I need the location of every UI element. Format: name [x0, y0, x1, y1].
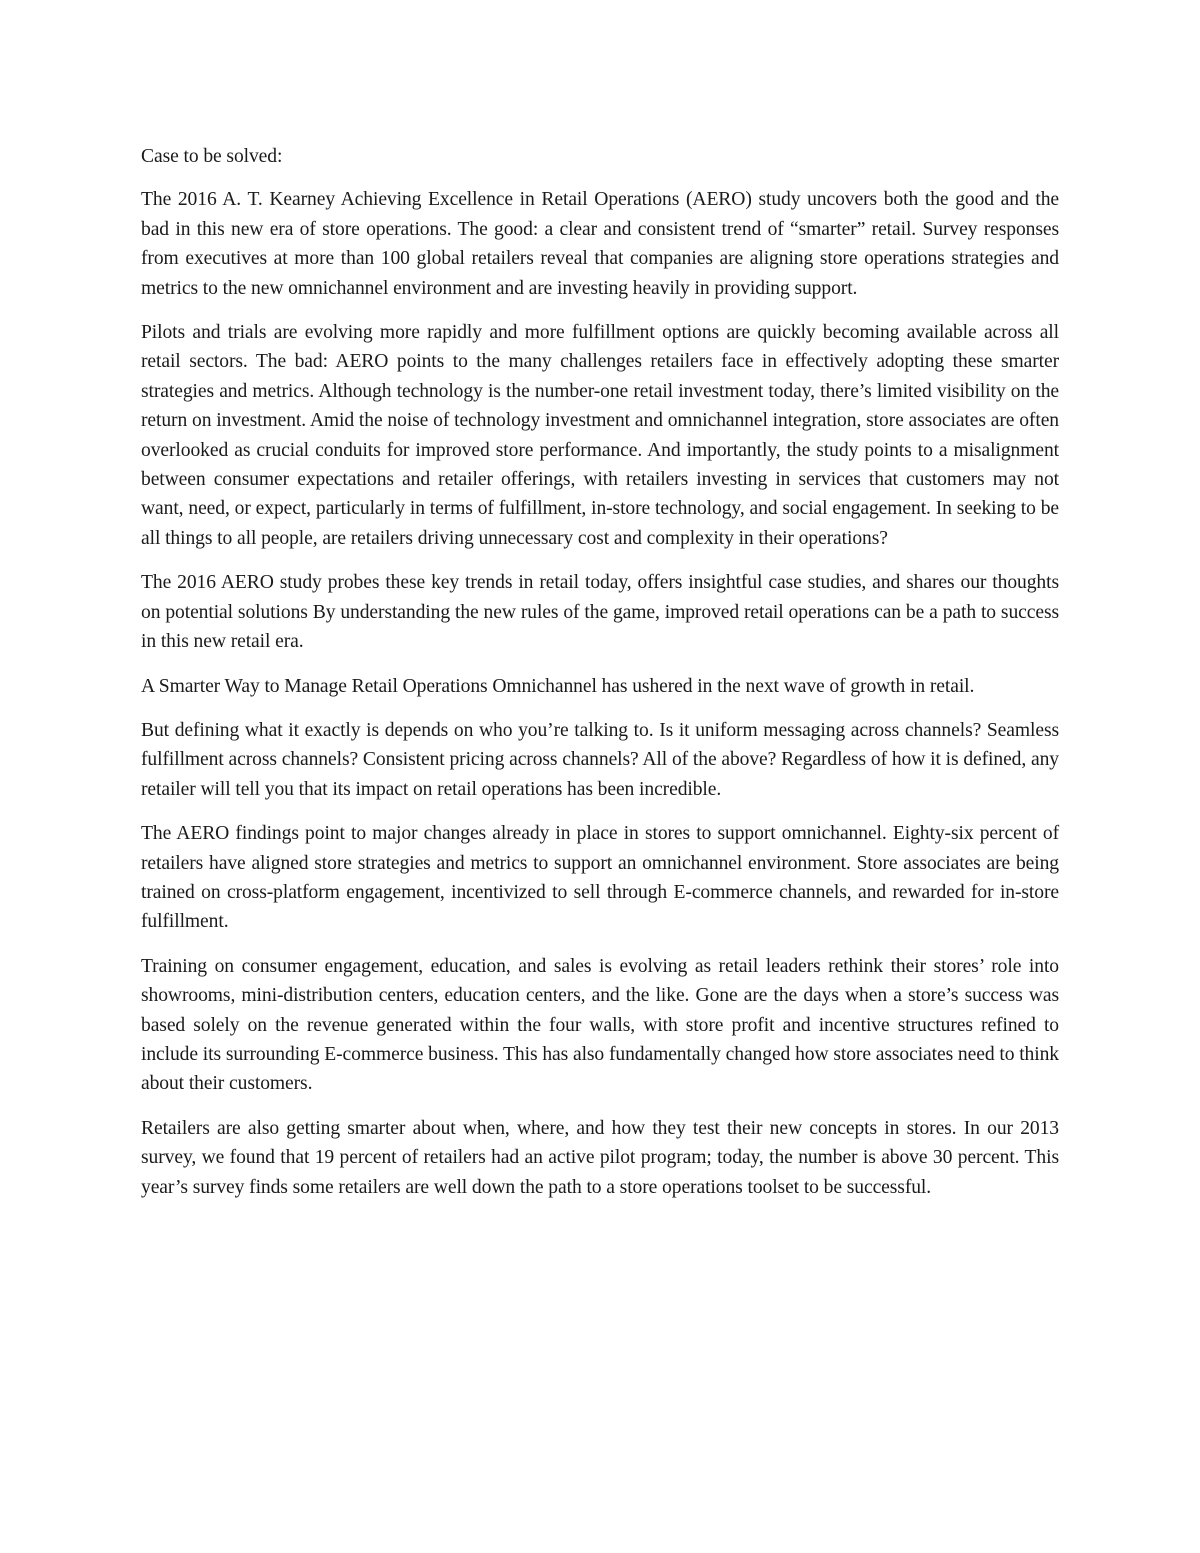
paragraph-aero-findings: The AERO findings point to major changes already in place in stores to support omnichannel. Eighty-six percent of retailers have aligned store strategies and metrics to support an omnichannel environment. Store associates are being trained on cross-platform engagement, incentivized to sell through E-commerce channels, and rewarded for in-store fulfillment.: [141, 823, 1059, 933]
paragraph-pilots-and-trials: Pilots and trials are evolving more rapidly and more fulfillment options are quickly becoming available across all retail sectors. The bad: AERO points to the many challenges retailers face in effectively adopting these smarter strategies and metrics. Although technology is the number-one retail investment today, there’s limited visibility on the return on investment. Amid the noise of technology investment and omnichannel integration, store associates are often overlooked as crucial conduits for improved store performance. And importantly, the study points to a misalignment between consumer expectations and retailer offerings, with retailers investing in services that customers may not want, need, or expect, particularly in terms of fulfillment, in-store technology, and social engagement. In seeking to be all things to all people, are retailers driving unnecessary cost and complexity in their operations?: [141, 322, 1059, 549]
paragraph-aero-key-trends: The 2016 AERO study probes these key trends in retail today, offers insightful case studies, and shares our thoughts on potential solutions By understanding the new rules of the game, improved retail operations can be a path to success in this new retail era.: [141, 572, 1059, 653]
paragraph-aero-study-intro: The 2016 A. T. Kearney Achieving Excellence in Retail Operations (AERO) study uncovers both the good and the bad in this new era of store operations. The good: a clear and consistent trend of “smarter” retail. Survey responses from executives at more than 100 global retailers reveal that companies are aligning store operations strategies and metrics to the new omnichannel environment and are investing heavily in providing support.: [141, 189, 1059, 299]
case-heading: Case to be solved:: [141, 146, 283, 167]
paragraph-smarter-way: A Smarter Way to Manage Retail Operations Omnichannel has ushered in the next wave of growth in retail.: [141, 675, 975, 697]
paragraph-defining-omnichannel: But defining what it exactly is depends on who you’re talking to. Is it uniform messaging across channels? Seamless fulfillment across channels? Consistent pricing across channels? All of the above? Regardless of how it is defined, any retailer will tell you that its impact on retail operations has been incredible.: [141, 719, 1059, 800]
document-page: [141, 142, 1059, 1217]
paragraph-training: Training on consumer engagement, education, and sales is evolving as retail leaders rethink their stores’ role into showrooms, mini-distribution centers, education centers, and the like. Gone are the days when a store’s success was based solely on the revenue generated within the four walls, with store profit and incentive structures refined to include its surrounding E-commerce business. This has also fundamentally changed how store associates need to think about their customers.: [141, 955, 1059, 1095]
paragraph-retailers-testing: Retailers are also getting smarter about when, where, and how they test their new concepts in stores. In our 2013 survey, we found that 19 percent of retailers had an active pilot program; today, the number is above 30 percent. This year’s survey finds some retailers are well down the path to a store operations toolset to be successful.: [141, 1117, 1059, 1198]
